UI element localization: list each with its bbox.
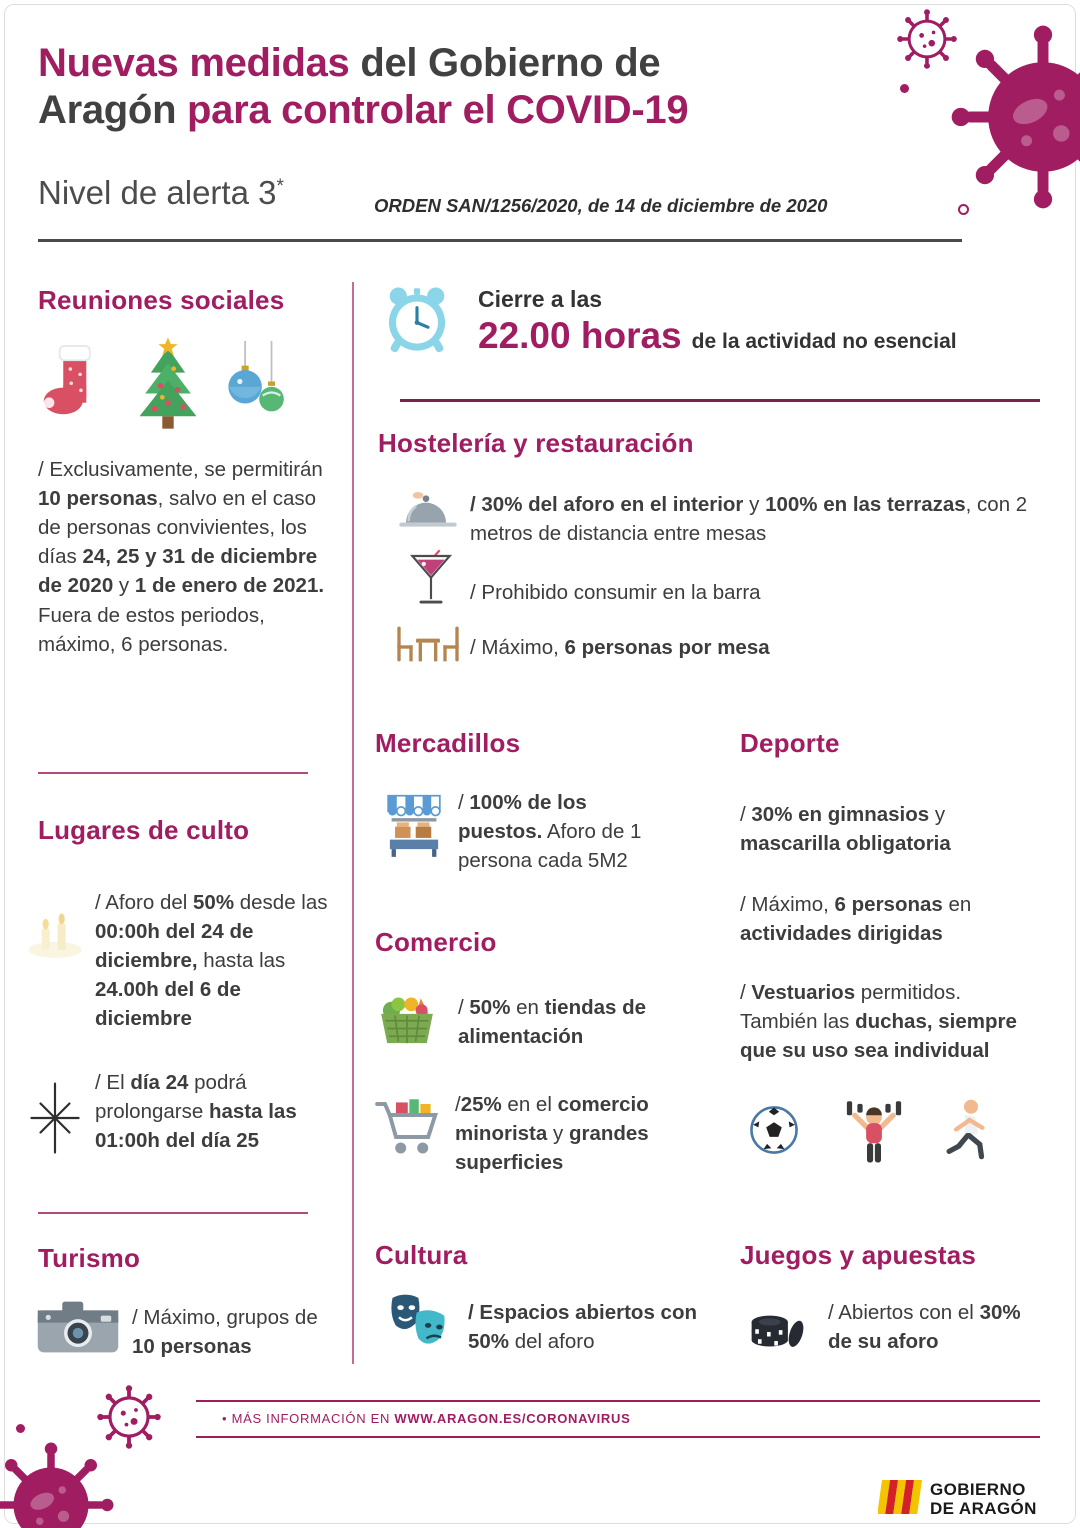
stocking-icon	[42, 338, 104, 432]
logo-line-1: GOBIERNO	[930, 1480, 1026, 1499]
virus-icon	[948, 22, 1080, 212]
culto-item-2: / El día 24 podrá prolongarse hasta las 01:00h del día 25	[95, 1071, 297, 1153]
gobierno-aragon-logo	[930, 1480, 1037, 1518]
section-title-turismo: Turismo	[38, 1243, 141, 1273]
section-title-reuniones: Reuniones sociales	[38, 285, 285, 315]
vertical-divider	[352, 282, 354, 1364]
christmas-tree-icon	[130, 336, 206, 432]
section-title-mercadillos: Mercadillos	[375, 728, 521, 758]
reuniones-body-text: / Exclusivamente, se permitirán 10 personas, salvo en el caso de personas convivientes, los días 24, 25 y 31 de diciembre de 2020 y 1 de enero de 2021. Fuera de estos periodos, máximo, 6 personas.	[38, 458, 325, 656]
logo-line-2: DE ARAGÓN	[930, 1499, 1037, 1519]
hosteleria-item-3: / Máximo, 6 personas por mesa	[470, 636, 770, 659]
alarm-clock-icon	[378, 282, 456, 360]
table-chairs-icon	[396, 622, 460, 666]
cultura-item: / Espacios abiertos con 50% del aforo	[468, 1301, 697, 1354]
deporte-item-3: / Vestuarios permitidos. También las duchas, siempre que su uso sea individual	[740, 981, 1017, 1063]
section-title-hosteleria: Hostelería y restauración	[378, 428, 694, 458]
dot-decoration	[16, 1424, 25, 1433]
closure-suffix: de la actividad no esencial	[691, 330, 957, 353]
alert-level: Nivel de alerta 3*	[38, 174, 284, 211]
cloche-icon	[398, 490, 458, 534]
star-icon	[26, 1076, 84, 1160]
closure-rule	[400, 399, 1040, 402]
dot-decoration	[958, 204, 969, 215]
virus-icon	[0, 1440, 116, 1528]
mercadillos-item: / 100% de los puestos. Aforo de 1 persona cada 5M2	[458, 791, 642, 873]
section-title-culto: Lugares de culto	[38, 815, 250, 845]
section-title-comercio: Comercio	[375, 927, 497, 957]
divider	[38, 772, 308, 774]
theater-masks-icon	[386, 1292, 454, 1354]
grocery-basket-icon	[376, 988, 438, 1050]
culto-item-1: / Aforo del 50% desde las 00:00h del 24 de diciembre, hasta las 24.00h del 6 de diciembre	[95, 891, 328, 1031]
section-title-cultura: Cultura	[375, 1240, 468, 1270]
market-stall-icon	[383, 792, 445, 858]
hosteleria-item-2: / Prohibido consumir en la barra	[470, 581, 761, 604]
shopping-cart-icon	[374, 1086, 440, 1166]
closure-banner	[478, 286, 957, 357]
deporte-item-1: / 30% en gimnasios y mascarilla obligatoria	[740, 803, 951, 856]
page-title-line2: Aragón para controlar el COVID-19	[38, 88, 689, 133]
comercio-item-2: /25% en el comercio minorista y grandes superficies	[455, 1093, 649, 1175]
poker-chips-icon	[748, 1292, 806, 1352]
cocktail-icon	[408, 548, 454, 610]
deporte-item-2: / Máximo, 6 personas en actividades dirigidas	[740, 893, 972, 946]
hosteleria-item-1: / 30% del aforo en el interior y 100% en las terrazas, con 2 metros de distancia entre mesas	[470, 493, 1028, 546]
closure-time: 22.00 horas	[478, 315, 682, 356]
turismo-item: / Máximo, grupos de 10 personas	[132, 1306, 318, 1359]
page-title	[38, 40, 858, 134]
aragon-flag-icon	[878, 1480, 922, 1514]
order-reference: ORDEN SAN/1256/2020, de 14 de diciembre de 2020	[374, 195, 828, 216]
ornaments-icon	[224, 340, 290, 430]
divider	[38, 1212, 308, 1214]
closure-intro: Cierre a las	[478, 286, 603, 312]
weightlifter-icon	[843, 1096, 905, 1166]
page-title-line1: Nuevas medidas del Gobierno de	[38, 41, 661, 85]
soccer-ball-icon	[748, 1104, 800, 1156]
dot-decoration	[900, 84, 909, 93]
section-title-deporte: Deporte	[740, 728, 840, 758]
header-rule	[38, 239, 962, 242]
page-border	[4, 4, 1076, 1524]
candles-icon	[24, 912, 86, 962]
footer-rule-bottom	[196, 1436, 1040, 1438]
section-title-juegos: Juegos y apuestas	[740, 1240, 977, 1270]
juegos-item: / Abiertos con el 30% de su aforo	[828, 1301, 1021, 1354]
camera-icon	[36, 1298, 120, 1356]
runner-icon	[936, 1098, 992, 1168]
comercio-item-1: / 50% en tiendas de alimentación	[458, 996, 647, 1049]
alert-asterisk: *	[276, 176, 284, 197]
more-info-link[interactable]: • MÁS INFORMACIÓN EN WWW.ARAGON.ES/CORONAVIRUS	[222, 1411, 631, 1426]
footer-rule-top	[196, 1400, 1040, 1402]
